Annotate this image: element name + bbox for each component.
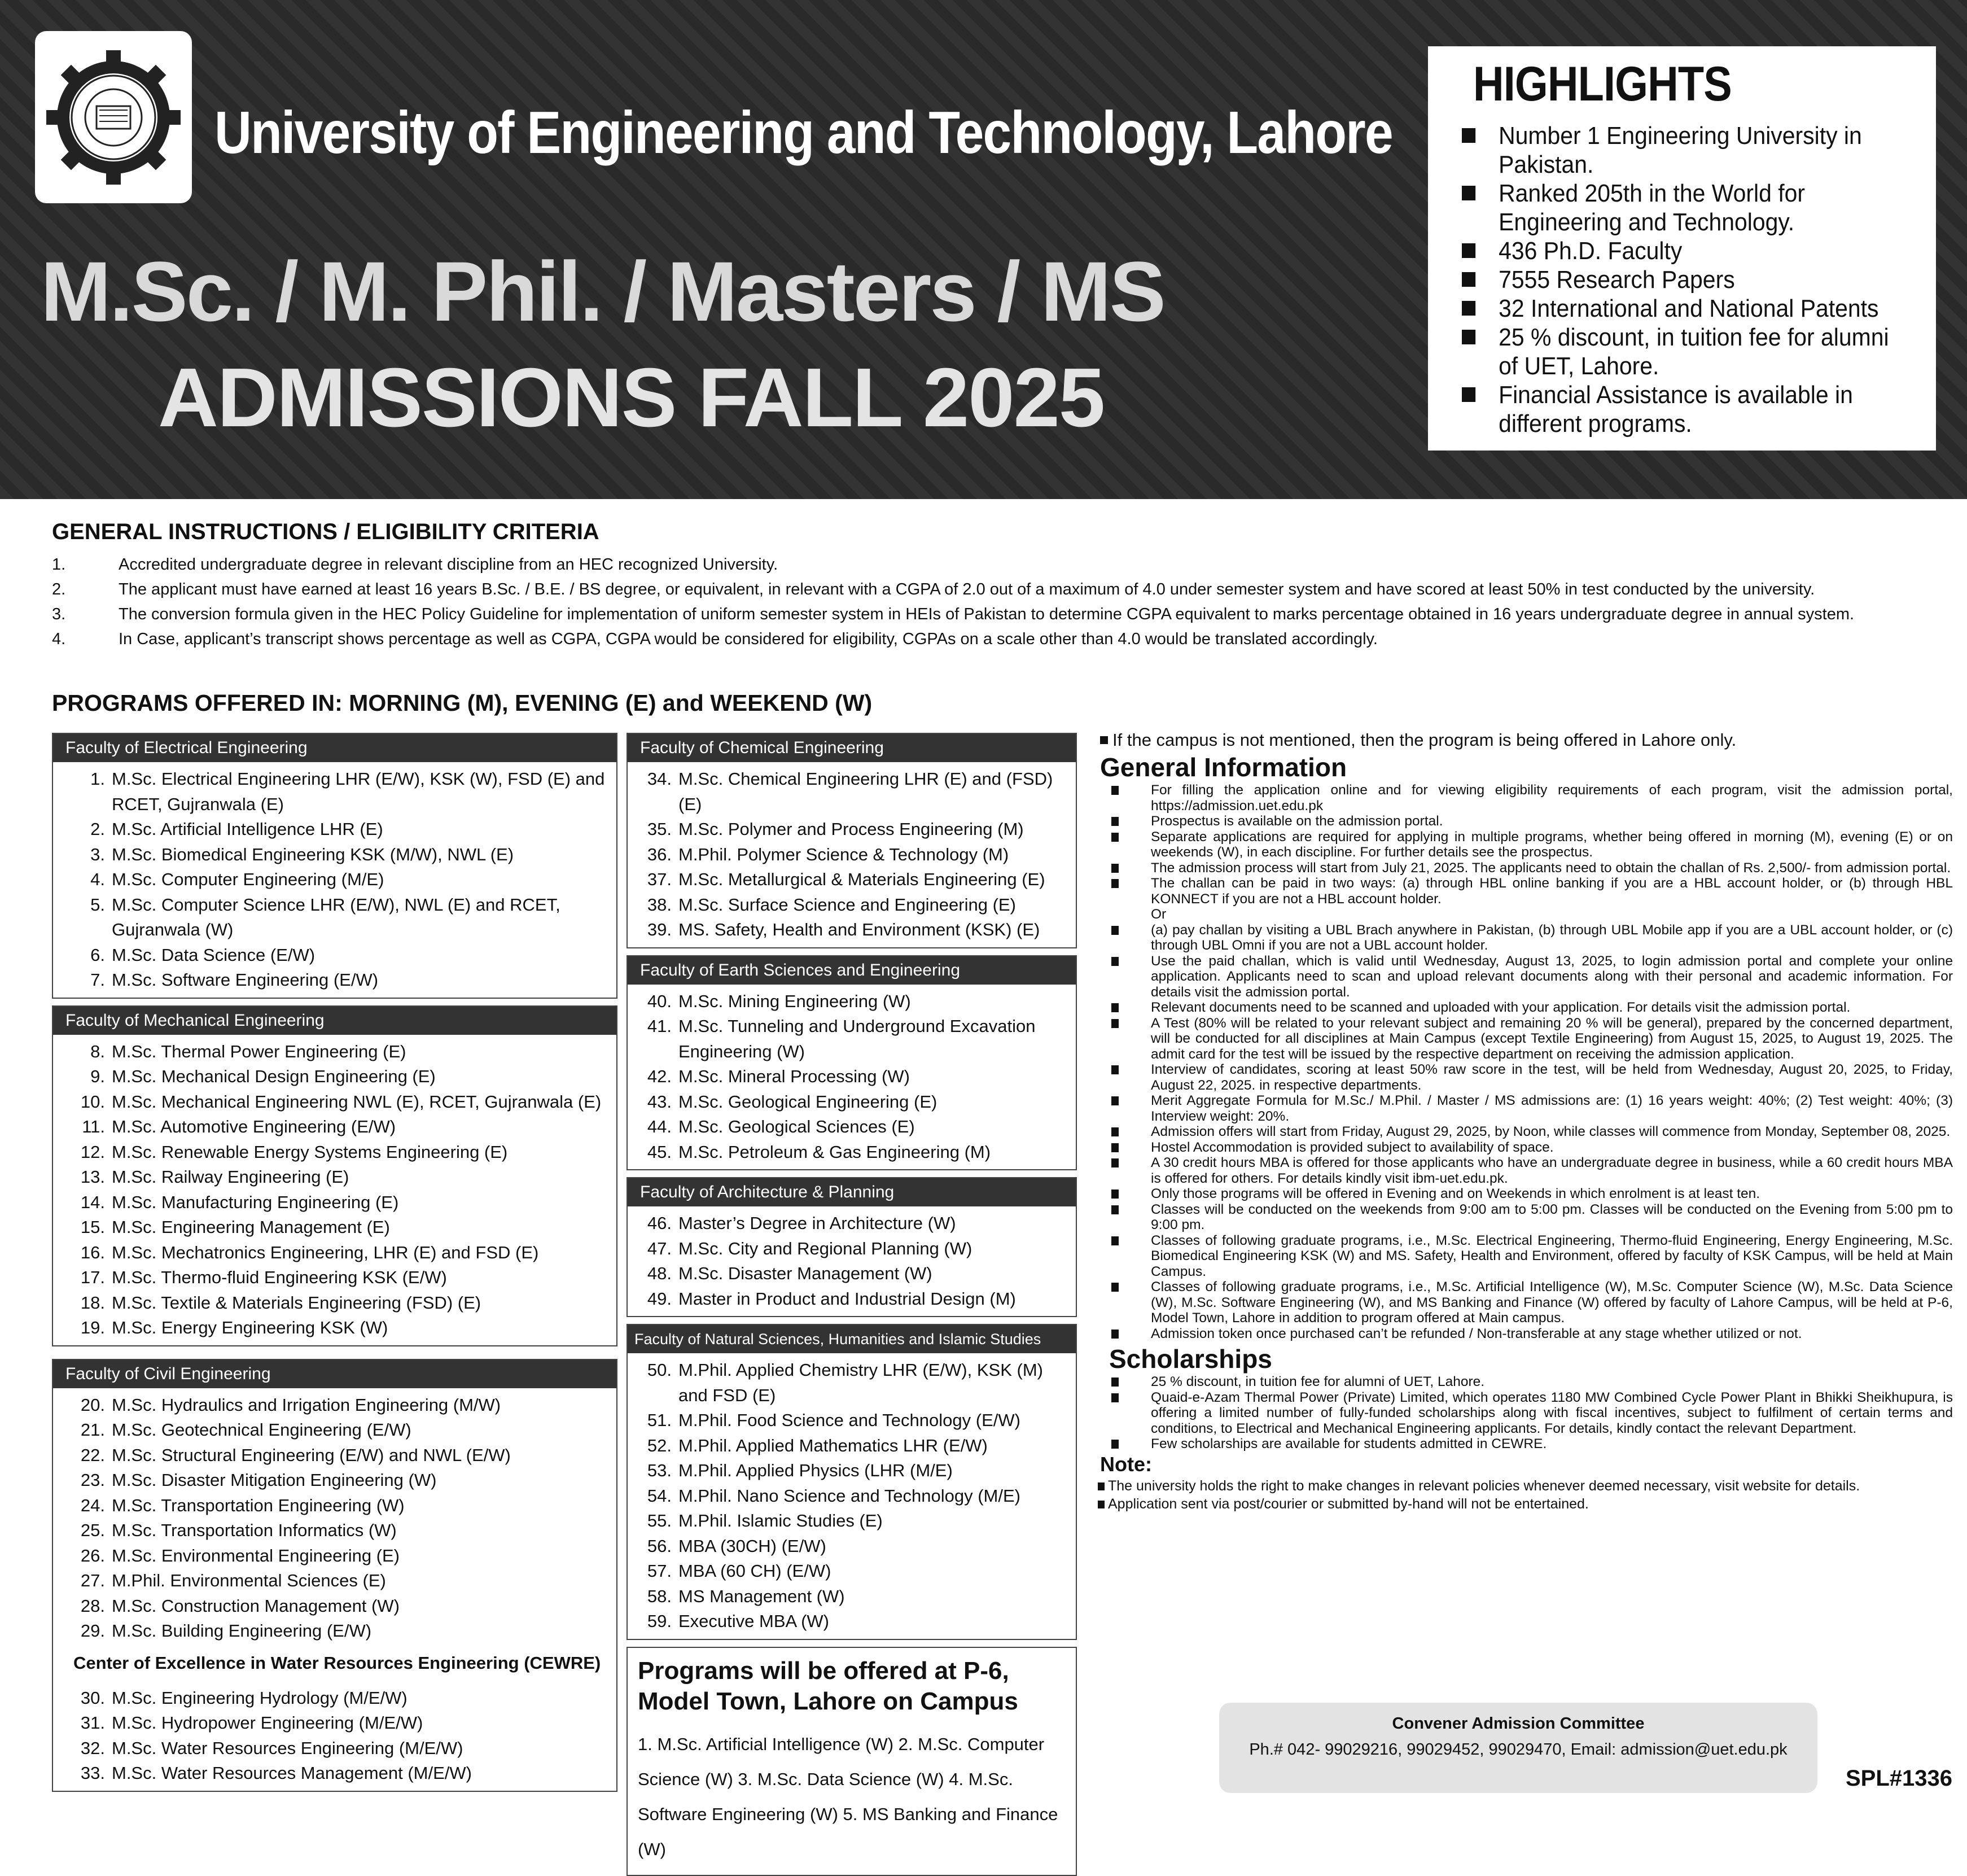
highlights-title: HIGHLIGHTS bbox=[1473, 57, 1732, 111]
program-item bbox=[64, 1518, 611, 1543]
program-item bbox=[64, 1240, 611, 1266]
scholarships-heading: Scholarships bbox=[1109, 1344, 1272, 1374]
item-number: 3. bbox=[52, 605, 66, 623]
program-item bbox=[639, 1064, 1070, 1090]
program-number: 28. bbox=[80, 1595, 105, 1616]
program-name: M.Sc. Mechanical Engineering NWL (E), RCET, Gujranwala (E) bbox=[112, 1091, 602, 1112]
p6-title: Programs will be offered at P-6, Model Town, Lahore on Campus bbox=[638, 1656, 1018, 1715]
program-name: M.Sc. Polymer and Process Engineering (M) bbox=[678, 819, 1024, 839]
program-number: 42. bbox=[647, 1066, 672, 1086]
program-name: MS Management (W) bbox=[678, 1586, 845, 1606]
info-item: Admission token once purchased can’t be refunded / Non-transferable at any stage whether utilized or not. bbox=[1098, 1326, 1953, 1342]
program-number: 26. bbox=[80, 1545, 105, 1565]
highlights-list bbox=[1462, 121, 1919, 438]
program-item bbox=[64, 1468, 611, 1493]
program-item bbox=[639, 1458, 1070, 1484]
square-bullet-icon bbox=[1100, 736, 1108, 744]
info-item: 25 % discount, in tuition fee for alumni of UET, Lahore. bbox=[1098, 1374, 1953, 1390]
program-name: M.Sc. Software Engineering (E/W) bbox=[112, 970, 379, 990]
program-number: 32. bbox=[80, 1738, 105, 1758]
program-number: 40. bbox=[647, 991, 672, 1011]
spl-number: SPL#1336 bbox=[1846, 1766, 1953, 1791]
program-item bbox=[64, 893, 611, 943]
item-text: The applicant must have earned at least 16 years B.Sc. / B.E. / BS degree, or equivalent, in relevant with a CGPA of 2.0 out of a maximum of 4.0 under semester system and have scored at least 50% in test conducted by the university. bbox=[119, 580, 1815, 598]
program-number: 36. bbox=[647, 844, 672, 864]
program-number: 44. bbox=[647, 1117, 672, 1136]
program-number: 13. bbox=[80, 1167, 105, 1187]
admissions-title: ADMISSIONS FALL 2025 bbox=[158, 351, 1105, 444]
program-item bbox=[64, 1543, 611, 1569]
program-name: Executive MBA (W) bbox=[678, 1611, 829, 1631]
highlights-box bbox=[1428, 46, 1936, 451]
program-name: M.Sc. Chemical Engineering LHR (E) and (FSD) (E) bbox=[678, 769, 1053, 814]
info-item: Or bbox=[1151, 907, 1167, 922]
program-item bbox=[639, 1090, 1070, 1115]
program-name: M.Sc. Construction Management (W) bbox=[112, 1595, 400, 1616]
info-item: (a) pay challan by visiting a UBL Brach anywhere in Pakistan, (b) through UBL Mobile app if you are a UBL account holder, or (c) through UBL Omni if you are not a UBL account holder. bbox=[1098, 922, 1953, 954]
program-name: M.Sc. Water Resources Management (M/E/W) bbox=[112, 1763, 472, 1783]
program-name: M.Sc. Disaster Mitigation Engineering (W) bbox=[112, 1470, 437, 1490]
program-item bbox=[64, 968, 611, 993]
program-item bbox=[639, 1609, 1070, 1634]
program-item bbox=[64, 867, 611, 893]
campus-note-text: If the campus is not mentioned, then the program is being offered in Lahore only. bbox=[1112, 730, 1737, 750]
convener-title: Convener Admission Committee bbox=[1392, 1715, 1645, 1733]
program-name: M.Sc. Petroleum & Gas Engineering (M) bbox=[678, 1142, 991, 1162]
program-list bbox=[53, 1681, 616, 1791]
program-item bbox=[639, 1114, 1070, 1140]
program-list bbox=[628, 1206, 1076, 1316]
header-banner bbox=[0, 0, 1967, 499]
program-item bbox=[64, 767, 611, 817]
program-item bbox=[64, 1711, 611, 1736]
scholarships-list bbox=[1098, 1374, 1953, 1452]
program-item bbox=[64, 1064, 611, 1090]
program-number: 21. bbox=[80, 1420, 105, 1440]
info-item: Classes of following graduate programs, i.e., M.Sc. Electrical Engineering, Thermo-fluid Engineering, Energy Engineering, M.Sc. Biomedical Engineering KSK (W) and MS. Safety, Health and Environment, offered by faculty of KSK Campus, will be held at Main Campus. bbox=[1098, 1233, 1953, 1280]
program-number: 6. bbox=[90, 944, 105, 965]
faculty-civil bbox=[52, 1359, 617, 1792]
program-name: M.Sc. Environmental Engineering (E) bbox=[112, 1545, 400, 1565]
program-name: M.Sc. Electrical Engineering LHR (E/W), KSK (W), FSD (E) and RCET, Gujranwala (E) bbox=[112, 769, 605, 814]
program-item bbox=[639, 1508, 1070, 1534]
program-name: M.Phil. Applied Physics (LHR (M/E) bbox=[678, 1460, 953, 1480]
program-name: M.Sc. Building Engineering (E/W) bbox=[112, 1621, 372, 1641]
gear-emblem-icon bbox=[43, 47, 184, 188]
program-item bbox=[639, 917, 1070, 943]
faculty-natural-sciences bbox=[627, 1324, 1077, 1640]
program-name: M.Sc. Geological Sciences (E) bbox=[678, 1117, 915, 1136]
program-name: M.Sc. Surface Science and Engineering (E) bbox=[678, 894, 1016, 915]
info-item: A Test (80% will be related to your relevant subject and remaining 20 % will be general), prepared by the concerned department, will be conducted for all disciplines at Main Campus (except Textile Engineering) from August 15, 2025, to August 19, 2025. The admit card for the test will be issued by the respective department on receiving the admission application. bbox=[1098, 1016, 1953, 1062]
program-item bbox=[64, 1619, 611, 1644]
info-item: For filling the application online and for viewing eligibility requirements of each program, visit the admission portal, https://admission.uet.edu.pk bbox=[1098, 782, 1953, 814]
cewre-heading: Center of Excellence in Water Resources Engineering (CEWRE) bbox=[73, 1652, 601, 1673]
highlight-item: 25 % discount, in tuition fee for alumni of UET, Lahore. bbox=[1462, 323, 1913, 381]
program-item bbox=[64, 1090, 611, 1115]
info-item: Merit Aggregate Formula for M.Sc./ M.Phil. / Master / MS admissions are: (1) 16 years weight: 40%; (2) Test weight: 40%; (3) Interview weight: 20%. bbox=[1098, 1093, 1953, 1124]
program-name: M.Sc. Tunneling and Underground Excavation Engineering (W) bbox=[678, 1016, 1036, 1061]
eligibility-item bbox=[52, 552, 1931, 577]
program-name: Master in Product and Industrial Design (M) bbox=[678, 1288, 1016, 1309]
program-number: 12. bbox=[80, 1142, 105, 1162]
program-name: M.Sc. Structural Engineering (E/W) and NWL (E/W) bbox=[112, 1445, 511, 1465]
program-number: 45. bbox=[647, 1142, 672, 1162]
item-text: The conversion formula given in the HEC Policy Guideline for implementation of uniform semester system in HEIs of Pakistan to determine CGPA equivalent to marks percentage obtained in 16 years undergraduate degree in annual system. bbox=[119, 605, 1855, 623]
program-item bbox=[64, 842, 611, 868]
program-number: 34. bbox=[647, 769, 672, 789]
faculty-title: Faculty of Natural Sciences, Humanities and Islamic Studies bbox=[628, 1325, 1076, 1353]
program-item bbox=[64, 1315, 611, 1341]
program-item bbox=[64, 1686, 611, 1711]
program-name: M.Sc. Renewable Energy Systems Engineering (E) bbox=[112, 1142, 508, 1162]
eligibility-item bbox=[52, 577, 1931, 602]
program-number: 35. bbox=[647, 819, 672, 839]
general-info-heading: General Information bbox=[1100, 753, 1347, 782]
info-item: Classes of following graduate programs, i.e., M.Sc. Artificial Intelligence (W), M.Sc. Computer Science (W), M.Sc. Data Science (W), M.Sc. Software Engineering (W), and MS Banking and Finance (W) offered by faculty of Lahore Campus, will be held at P-6, Model Town, Lahore in addition to program offered at Main campus. bbox=[1098, 1279, 1953, 1326]
program-number: 33. bbox=[80, 1763, 105, 1783]
program-number: 54. bbox=[647, 1485, 672, 1506]
faculty-column-left bbox=[52, 733, 617, 1799]
faculty-chemical bbox=[627, 733, 1077, 948]
eligibility-item bbox=[52, 627, 1931, 651]
item-number: 1. bbox=[52, 556, 66, 574]
program-list bbox=[53, 1388, 616, 1648]
program-number: 4. bbox=[90, 869, 105, 889]
program-number: 2. bbox=[90, 819, 105, 839]
program-item bbox=[639, 893, 1070, 918]
program-item bbox=[64, 1114, 611, 1140]
program-list bbox=[53, 762, 616, 998]
highlight-item: Ranked 205th in the World for Engineering and Technology. bbox=[1462, 179, 1913, 237]
program-item bbox=[64, 1291, 611, 1316]
program-number: 25. bbox=[80, 1520, 105, 1540]
program-name: M.Sc. Artificial Intelligence LHR (E) bbox=[112, 819, 383, 839]
program-item bbox=[64, 1140, 611, 1165]
program-name: M.Sc. Disaster Management (W) bbox=[678, 1263, 932, 1283]
program-name: M.Sc. Mineral Processing (W) bbox=[678, 1066, 910, 1086]
program-number: 29. bbox=[80, 1621, 105, 1641]
program-name: M.Sc. Energy Engineering KSK (W) bbox=[112, 1318, 388, 1337]
program-number: 7. bbox=[90, 970, 105, 990]
program-item bbox=[639, 1559, 1070, 1584]
program-name: M.Sc. City and Regional Planning (W) bbox=[678, 1238, 972, 1258]
program-number: 20. bbox=[80, 1394, 105, 1415]
program-item bbox=[64, 1039, 611, 1065]
note-item: Application sent via post/courier or submitted by-hand will not be entertained. bbox=[1098, 1495, 1953, 1513]
program-item bbox=[64, 1215, 611, 1240]
highlight-item: 436 Ph.D. Faculty bbox=[1462, 237, 1913, 265]
program-number: 14. bbox=[80, 1192, 105, 1212]
program-name: M.Sc. Mining Engineering (W) bbox=[678, 991, 911, 1011]
program-name: M.Sc. Transportation Engineering (W) bbox=[112, 1495, 405, 1515]
program-item bbox=[64, 1568, 611, 1594]
program-item bbox=[639, 867, 1070, 893]
item-number: 2. bbox=[52, 580, 66, 598]
campus-note bbox=[1098, 728, 1953, 752]
info-item: Few scholarships are available for students admitted in CEWRE. bbox=[1098, 1436, 1953, 1452]
program-title: M.Sc. / M. Phil. / Masters / MS bbox=[41, 244, 1164, 339]
p6-programs: 1. M.Sc. Artificial Intelligence (W) 2. M.Sc. Computer Science (W) 3. M.Sc. Data Science (W) 4. M.Sc. Software Engineering (W) 5. MS Banking and Finance (W) bbox=[638, 1734, 1058, 1859]
program-number: 58. bbox=[647, 1586, 672, 1606]
program-item bbox=[639, 1211, 1070, 1236]
university-logo bbox=[35, 31, 192, 203]
program-name: M.Sc. Engineering Management (E) bbox=[112, 1217, 390, 1237]
program-name: M.Sc. Hydraulics and Irrigation Engineering (M/W) bbox=[112, 1394, 501, 1415]
program-name: M.Sc. Water Resources Engineering (M/E/W) bbox=[112, 1738, 463, 1758]
program-item bbox=[64, 1761, 611, 1786]
info-item: Prospectus is available on the admission portal. bbox=[1098, 814, 1953, 829]
faculty-title: Faculty of Earth Sciences and Engineering bbox=[628, 956, 1076, 985]
program-number: 10. bbox=[80, 1091, 105, 1112]
program-item bbox=[639, 1484, 1070, 1509]
program-item bbox=[639, 817, 1070, 842]
info-item: Interview of candidates, scoring at least 50% raw score in the test, will be held from Wednesday, August 20, 2025, to Friday, August 22, 2025. in respective departments. bbox=[1098, 1062, 1953, 1093]
program-name: MBA (30CH) (E/W) bbox=[678, 1536, 826, 1556]
program-number: 39. bbox=[647, 920, 672, 939]
info-item: The challan can be paid in two ways: (a) through HBL online banking if you are a HBL account holder, or (b) through HBL KONNECT if you are not a HBL account holder. bbox=[1098, 876, 1953, 907]
program-number: 3. bbox=[90, 844, 105, 864]
program-name: M.Phil. Environmental Sciences (E) bbox=[112, 1571, 386, 1590]
note-list bbox=[1098, 1477, 1953, 1513]
program-number: 59. bbox=[647, 1611, 672, 1631]
program-list bbox=[628, 762, 1076, 947]
faculty-electrical bbox=[52, 733, 617, 999]
info-item: Relevant documents need to be scanned and uploaded with your application. For details visit the admission portal. bbox=[1098, 1000, 1953, 1016]
program-item bbox=[639, 767, 1070, 817]
program-number: 52. bbox=[647, 1435, 672, 1455]
program-list bbox=[628, 985, 1076, 1170]
item-text: Accredited undergraduate degree in relevant discipline from an HEC recognized University. bbox=[119, 556, 778, 574]
program-number: 48. bbox=[647, 1263, 672, 1283]
university-name: University of Engineering and Technology, Lahore bbox=[214, 99, 1392, 166]
info-item: The admission process will start from July 21, 2025. The applicants need to obtain the challan of Rs. 2,500/- from admission portal. bbox=[1098, 860, 1953, 876]
program-number: 37. bbox=[647, 869, 672, 889]
program-name: M.Sc. Biomedical Engineering KSK (M/W), NWL (E) bbox=[112, 844, 514, 864]
program-number: 19. bbox=[80, 1318, 105, 1337]
program-item bbox=[639, 1358, 1070, 1408]
program-number: 18. bbox=[80, 1292, 105, 1313]
program-number: 38. bbox=[647, 894, 672, 915]
program-number: 23. bbox=[80, 1470, 105, 1490]
program-item bbox=[639, 1140, 1070, 1165]
program-number: 15. bbox=[80, 1217, 105, 1237]
program-number: 24. bbox=[80, 1495, 105, 1515]
program-name: M.Phil. Islamic Studies (E) bbox=[678, 1511, 883, 1530]
program-name: M.Phil. Applied Mathematics LHR (E/W) bbox=[678, 1435, 988, 1455]
program-number: 46. bbox=[647, 1213, 672, 1233]
program-name: M.Sc. Automotive Engineering (E/W) bbox=[112, 1117, 396, 1136]
program-name: M.Sc. Computer Science LHR (E/W), NWL (E) and RCET, Gujranwala (W) bbox=[112, 894, 560, 939]
program-item bbox=[64, 1443, 611, 1468]
program-number: 56. bbox=[647, 1536, 672, 1556]
info-item: Admission offers will start from Friday, August 29, 2025, by Noon, while classes will commence from Monday, September 08, 2025. bbox=[1098, 1124, 1953, 1140]
program-number: 57. bbox=[647, 1561, 672, 1581]
program-name: M.Phil. Nano Science and Technology (M/E) bbox=[678, 1485, 1020, 1506]
program-number: 1. bbox=[90, 769, 105, 789]
program-number: 49. bbox=[647, 1288, 672, 1309]
program-list bbox=[53, 1035, 616, 1345]
program-item bbox=[64, 1393, 611, 1418]
program-number: 53. bbox=[647, 1460, 672, 1480]
faculty-architecture bbox=[627, 1177, 1077, 1317]
info-column-right bbox=[1098, 728, 1953, 1513]
program-name: M.Sc. Geological Engineering (E) bbox=[678, 1091, 937, 1112]
program-number: 50. bbox=[647, 1360, 672, 1380]
program-number: 47. bbox=[647, 1238, 672, 1258]
program-name: M.Sc. Hydropower Engineering (M/E/W) bbox=[112, 1713, 423, 1733]
program-number: 17. bbox=[80, 1267, 105, 1287]
program-item bbox=[64, 1265, 611, 1291]
note-item: The university holds the right to make changes in relevant policies whenever deemed necessary, visit website for details. bbox=[1098, 1477, 1953, 1495]
highlight-item: 32 International and National Patents bbox=[1462, 294, 1913, 323]
program-name: M.Sc. Mechatronics Engineering, LHR (E) and FSD (E) bbox=[112, 1242, 539, 1262]
program-number: 30. bbox=[80, 1687, 105, 1708]
faculty-title: Faculty of Architecture & Planning bbox=[628, 1178, 1076, 1206]
faculty-title: Faculty of Electrical Engineering bbox=[53, 734, 616, 762]
program-name: M.Phil. Food Science and Technology (E/W) bbox=[678, 1410, 1020, 1430]
note-heading: Note: bbox=[1100, 1452, 1152, 1476]
program-name: M.Sc. Engineering Hydrology (M/E/W) bbox=[112, 1687, 408, 1708]
program-item bbox=[64, 1493, 611, 1519]
faculty-title: Faculty of Mechanical Engineering bbox=[53, 1007, 616, 1035]
program-name: M.Sc. Transportation Informatics (W) bbox=[112, 1520, 397, 1540]
info-item: Classes will be conducted on the weekends from 9:00 am to 5:00 pm. Classes will be conducted on the Evening from 5:00 pm to 9:00 pm. bbox=[1098, 1202, 1953, 1233]
program-number: 16. bbox=[80, 1242, 105, 1262]
program-name: M.Sc. Thermo-fluid Engineering KSK (E/W) bbox=[112, 1267, 447, 1287]
program-item bbox=[64, 817, 611, 842]
info-item: Hostel Accommodation is provided subject to availability of space. bbox=[1098, 1140, 1953, 1156]
program-name: M.Phil. Applied Chemistry LHR (E/W), KSK (M) and FSD (E) bbox=[678, 1360, 1043, 1405]
info-item: A 30 credit hours MBA is offered for those applicants who have an undergraduate degree in business, while a 60 credit hours MBA is offered for others. For details kindly visit ibm-uet.edu.pk. bbox=[1098, 1155, 1953, 1186]
program-item bbox=[64, 1190, 611, 1215]
program-name: M.Sc. Geotechnical Engineering (E/W) bbox=[112, 1420, 411, 1440]
p6-campus-box bbox=[627, 1647, 1077, 1876]
program-number: 31. bbox=[80, 1713, 105, 1733]
program-item bbox=[64, 1594, 611, 1619]
program-name: M.Sc. Mechanical Design Engineering (E) bbox=[112, 1066, 436, 1086]
program-name: M.Sc. Data Science (E/W) bbox=[112, 944, 316, 965]
convener-box bbox=[1219, 1703, 1817, 1793]
program-number: 55. bbox=[647, 1511, 672, 1530]
program-number: 8. bbox=[90, 1041, 105, 1061]
faculty-earth-sciences bbox=[627, 955, 1077, 1171]
program-number: 51. bbox=[647, 1410, 672, 1430]
info-item: Quaid-e-Azam Thermal Power (Private) Limited, which operates 1180 MW Combined Cycle Power Plant in Bhikki Sheikhupura, is offering a limited number of fully-funded scholarships along with fiscal incentives, subject to fulfilment of certain terms and conditions, to Electrical and Mechanical Engineering applicants. For details, kindly contact the relevant Department. bbox=[1098, 1390, 1953, 1437]
program-name: Master’s Degree in Architecture (W) bbox=[678, 1213, 956, 1233]
eligibility-item bbox=[52, 602, 1931, 627]
program-item bbox=[639, 1261, 1070, 1287]
program-number: 22. bbox=[80, 1445, 105, 1465]
program-number: 27. bbox=[80, 1571, 105, 1590]
eligibility-heading: GENERAL INSTRUCTIONS / ELIGIBILITY CRITERIA bbox=[52, 519, 599, 544]
program-item bbox=[64, 1418, 611, 1443]
general-info-list bbox=[1098, 782, 1953, 1341]
convener-contact: Ph.# 042- 99029216, 99029452, 99029470, Email: admission@uet.edu.pk bbox=[1249, 1741, 1788, 1759]
highlight-item: 7555 Research Papers bbox=[1462, 265, 1913, 294]
faculty-title: Faculty of Civil Engineering bbox=[53, 1360, 616, 1388]
faculty-mechanical bbox=[52, 1005, 617, 1346]
program-item bbox=[639, 1534, 1070, 1559]
item-number: 4. bbox=[52, 630, 66, 648]
info-item: Separate applications are required for applying in multiple programs, whether being offered in morning (M), evening (E) or on weekends (W), in each discipline. For further details see the prospectus. bbox=[1098, 829, 1953, 860]
program-name: M.Sc. Thermal Power Engineering (E) bbox=[112, 1041, 406, 1061]
program-name: MBA (60 CH) (E/W) bbox=[678, 1561, 831, 1581]
program-item bbox=[639, 1014, 1070, 1064]
faculty-column-middle bbox=[627, 733, 1077, 1876]
program-name: M.Sc. Manufacturing Engineering (E) bbox=[112, 1192, 399, 1212]
program-name: M.Sc. Textile & Materials Engineering (FSD) (E) bbox=[112, 1292, 481, 1313]
eligibility-list bbox=[52, 552, 1931, 651]
program-name: MS. Safety, Health and Environment (KSK) (E) bbox=[678, 920, 1040, 939]
program-item bbox=[639, 842, 1070, 868]
program-number: 43. bbox=[647, 1091, 672, 1112]
highlight-item: Number 1 Engineering University in Pakistan. bbox=[1462, 121, 1913, 179]
program-name: M.Sc. Metallurgical & Materials Engineering (E) bbox=[678, 869, 1045, 889]
program-name: M.Sc. Railway Engineering (E) bbox=[112, 1167, 349, 1187]
program-item bbox=[64, 1165, 611, 1190]
program-number: 5. bbox=[90, 894, 105, 915]
program-item bbox=[639, 1287, 1070, 1312]
program-list bbox=[628, 1353, 1076, 1639]
info-item: Use the paid challan, which is valid until Wednesday, August 13, 2025, to login admission portal and complete your online application. Applicants need to scan and upload relevant documents along with their personal and academic information. For details visit the admission portal. bbox=[1098, 954, 1953, 1000]
info-item: Only those programs will be offered in Evening and on Weekends in which enrolment is at least ten. bbox=[1098, 1186, 1953, 1202]
highlight-item: Financial Assistance is available in different programs. bbox=[1462, 381, 1913, 438]
program-item bbox=[64, 943, 611, 968]
programs-heading: PROGRAMS OFFERED IN: MORNING (M), EVENING (E) and WEEKEND (W) bbox=[52, 690, 873, 716]
faculty-title: Faculty of Chemical Engineering bbox=[628, 734, 1076, 762]
program-item bbox=[639, 1584, 1070, 1610]
program-number: 41. bbox=[647, 1016, 672, 1036]
item-text: In Case, applicant’s transcript shows percentage as well as CGPA, CGPA would be considered for eligibility, CGPAs on a scale other than 4.0 would be translated accordingly. bbox=[119, 630, 1378, 648]
program-item bbox=[639, 1408, 1070, 1433]
program-item bbox=[64, 1736, 611, 1761]
program-item bbox=[639, 1236, 1070, 1262]
program-item bbox=[639, 1433, 1070, 1459]
program-item bbox=[639, 989, 1070, 1014]
program-name: M.Phil. Polymer Science & Technology (M) bbox=[678, 844, 1009, 864]
program-number: 11. bbox=[82, 1117, 105, 1136]
program-name: M.Sc. Computer Engineering (M/E) bbox=[112, 869, 384, 889]
program-number: 9. bbox=[90, 1066, 105, 1086]
